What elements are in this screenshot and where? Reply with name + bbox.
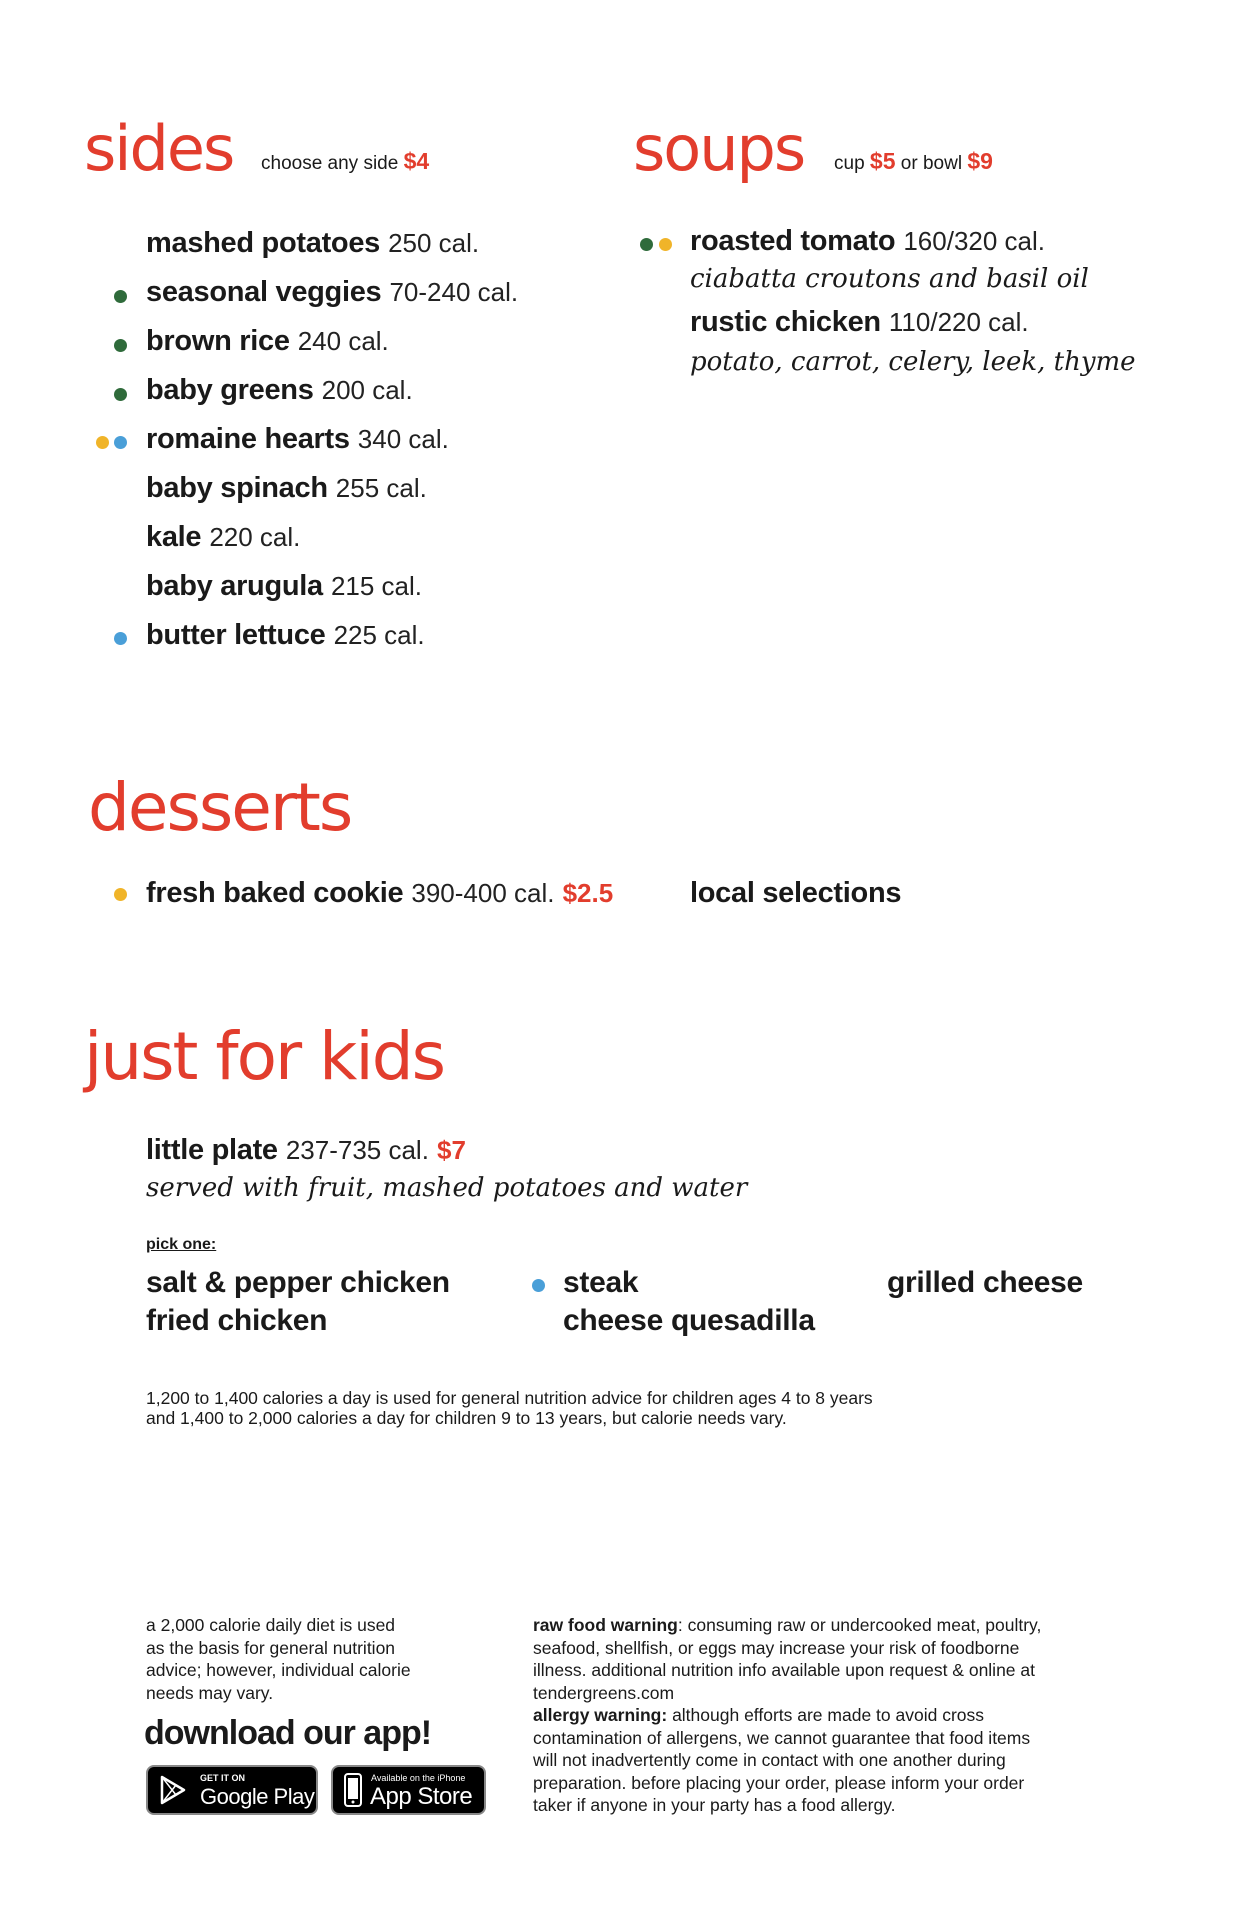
sides-subtitle [261,148,429,175]
green-dot-icon [114,388,127,401]
allergy-warning-line: preparation. before placing your order, please inform your order [533,1772,1025,1793]
soups-cup-price: $5 [869,148,896,174]
google-play-button[interactable] [146,1765,318,1815]
raw-food-warning [533,1614,1041,1637]
yellow-dot-icon [659,238,672,251]
side-item-name: mashed potatoes [146,227,380,259]
allergy-warning-line: although efforts are made to avoid cross [667,1705,985,1725]
blue-dot-icon [114,436,127,449]
kids-option: grilled cheese [887,1266,1083,1299]
soup-item-desc: ciabatta croutons and basil oil [690,264,1089,294]
side-item [146,376,413,405]
side-item-name: kale [146,521,202,553]
blue-dot-icon [114,632,127,645]
sides-title: sides [84,112,234,185]
soups-title: soups [633,112,805,185]
download-app-heading: download our app! [144,1714,432,1752]
app-store-top-text: Available on the iPhone [371,1773,466,1783]
green-dot-icon [640,238,653,251]
kids-calorie-note-line: 1,200 to 1,400 calories a day is used for general nutrition advice for children ages 4 to 8 years [146,1388,873,1408]
google-play-label: Google Play [200,1784,315,1809]
allergy-warning-line: taker if anyone in your party has a food allergy. [533,1795,896,1815]
kids-option: salt & pepper chicken [146,1266,450,1299]
diet-note-line: needs may vary. [146,1682,274,1703]
google-play-top-text: GET IT ON [200,1773,245,1783]
kids-calorie-note-line: and 1,400 to 2,000 calories a day for children 9 to 13 years, but calorie needs vary. [146,1408,787,1428]
diet-note [146,1614,411,1704]
side-item-name: baby spinach [146,472,328,504]
raw-food-warning-line: illness. additional nutrition info available upon request & online at [533,1660,1035,1680]
kids-option: cheese quesadilla [563,1304,815,1337]
yellow-dot-icon [114,888,127,901]
local-selections [690,879,901,908]
diet-note-line: advice; however, individual calorie [146,1660,411,1680]
side-item-name: romaine hearts [146,423,350,455]
kids-option: steak [563,1266,639,1299]
side-item-cal: 70-240 cal. [389,277,519,307]
google-play-icon [160,1775,186,1805]
raw-food-warning-label: raw food warning [533,1615,678,1635]
side-item-name: brown rice [146,325,290,357]
side-item-name: seasonal veggies [146,276,382,308]
dessert-item-price: $2.5 [562,878,614,908]
local-selections-label: local selections [690,877,902,909]
side-item [146,229,479,258]
diet-note-line: as the basis for general nutrition [146,1637,396,1658]
kids-plate-price: $7 [437,1135,466,1165]
yellow-dot-icon [96,436,109,449]
raw-food-warning-line: : consuming raw or undercooked meat, poultry, [677,1615,1042,1635]
raw-food-warning-line: seafood, shellfish, or eggs may increase your risk of foodborne [533,1637,1020,1658]
green-dot-icon [114,339,127,352]
kids-plate [146,1136,466,1165]
dessert-item-name: fresh baked cookie [146,877,404,909]
kids-plate-desc: served with fruit, mashed potatoes and water [146,1173,748,1203]
kids-option: fried chicken [146,1304,328,1337]
side-item-name: butter lettuce [146,619,326,651]
iphone-icon [343,1773,363,1807]
allergy-warning-line: will not inadvertently come in contact with one another during [533,1750,1006,1770]
soups-cup-label: cup [834,153,865,174]
soup-item-cal: 160/320 cal. [903,226,1046,256]
kids-title: just for kids [84,1018,444,1095]
raw-food-warning-line: tendergreens.com [533,1682,675,1703]
soups-bowl-price: $9 [967,148,993,174]
side-item-cal: 240 cal. [297,326,389,356]
desserts-title: desserts [88,769,352,846]
app-store-label: App Store [370,1783,473,1810]
side-item [146,278,518,307]
dessert-item [146,879,613,908]
blue-dot-icon [532,1279,545,1292]
side-item [146,621,425,650]
soups-subtitle [834,148,993,175]
side-item-cal: 225 cal. [333,620,425,650]
kids-plate-cal: 237-735 cal. [285,1135,429,1165]
app-store-button[interactable] [331,1765,486,1815]
side-item-cal: 200 cal. [321,375,413,405]
soup-item-name: rustic chicken [690,306,881,338]
side-item-name: baby greens [146,374,314,406]
sides-subtitle-text: choose any side [261,153,399,174]
allergy-warning-label: allergy warning: [533,1705,668,1725]
dessert-item-cal: 390-400 cal. [411,878,555,908]
side-item [146,523,300,552]
side-item-cal: 215 cal. [330,571,423,601]
allergy-warning [533,1704,1041,1727]
soup-item [690,227,1045,256]
side-item [146,425,449,454]
soup-item-name: roasted tomato [690,225,896,257]
soup-item [690,308,1029,337]
side-item [146,474,427,503]
allergy-warning-line: contamination of allergens, we cannot guarantee that food items [533,1727,1031,1748]
kids-calorie-note [146,1388,873,1428]
side-item-name: baby arugula [146,570,323,602]
side-item-cal: 220 cal. [209,522,301,552]
side-item-cal: 255 cal. [335,473,427,503]
side-item-cal: 250 cal. [388,228,480,258]
side-item-cal: 340 cal. [357,424,449,454]
kids-plate-name: little plate [146,1134,278,1166]
diet-note-line: a 2,000 calorie daily diet is used [146,1615,396,1635]
soup-item-cal: 110/220 cal. [888,307,1029,337]
side-item [146,572,422,601]
soup-item-desc: potato, carrot, celery, leek, thyme [690,347,1136,377]
side-item [146,327,389,356]
warnings [533,1614,1041,1817]
sides-price: $4 [403,148,430,174]
pick-one-label: pick one: [146,1236,217,1253]
soups-bowl-label: or bowl [900,153,963,174]
green-dot-icon [114,290,127,303]
